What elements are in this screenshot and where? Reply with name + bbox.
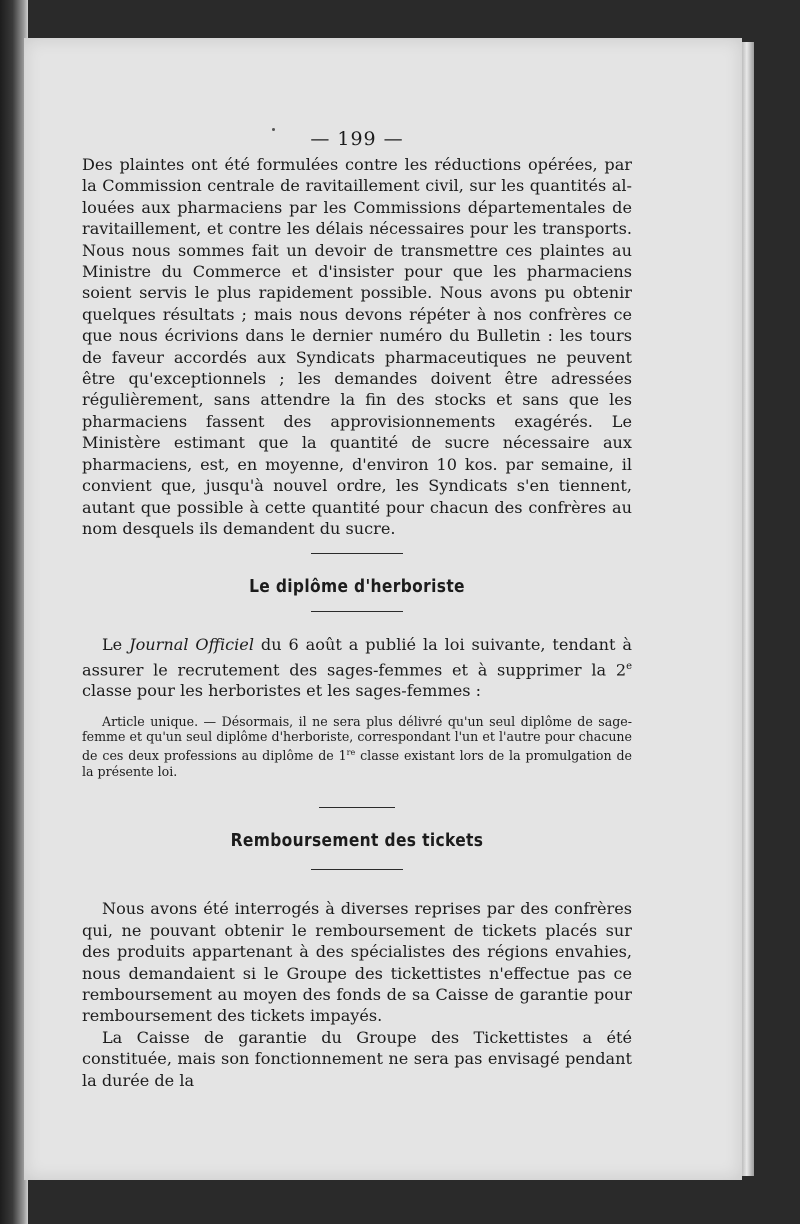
journal-officiel-title: Journal Officiel — [129, 635, 254, 655]
intro-before: Le — [102, 635, 130, 655]
tickets-heading: Remboursement des tickets — [230, 830, 484, 852]
section-divider-top — [311, 553, 403, 554]
sugar-complaints-paragraph: Des plaintes ont été formulées contre les réductions opérées, par la Commission centrale de ravitaillement civil, sur les quantités allouées aux pharmaciens par les Commissions départementales de ravitaillement, et contre les délais nécessaires pour les transports. Nous nous sommes fait un devoir de transmettre ces plaintes au Ministre du Commerce et d'insister pour que les pharmaciens soient servis le plus rapidement possible. Nous avons pu obtenir quelques résultats ; mais nous devons répéter à nos confrères ce que nous écrivions dans le dernier numéro du Bulletin : les tours de faveur accordés aux Syndicats pharmaceutiques ne peuvent être qu'exceptionnels ; les demandes doivent être adressées régulièrement, sans attendre la fin des stocks et sans que les pharmaciens fassent des approvisionnements exagérés. Le Ministère estimant que la quantité de sucre nécessaire aux pharmaciens, est, en moyenne, d'environ 10 kos. par semaine, il convient que, jusqu'à nouvel ordre, les Syndicats s'en tiennent, autant que possible à cette quantité pour chacun des confrères au nom desquels ils demandent du sucre. — [82, 155, 632, 538]
section-divider-bottom-2 — [311, 869, 403, 870]
journal-officiel-paragraph — [82, 634, 632, 702]
tickets-paragraph-1: Nous avons été interrogés à diverses reprises par des confrères qui, ne pouvant obtenir le remboursement de tickets placés sur des produits appartenant à des spécialistes des régions envahies, nous demandaient si le Groupe des tickettistes n'effectue pas ce remboursement au moyen des fonds de sa Caisse de garantie pour remboursement des tickets impayés. — [82, 899, 632, 1026]
section-divider-bottom — [311, 611, 403, 612]
intro-superscript: e — [626, 660, 632, 672]
article-superscript: re — [346, 748, 356, 758]
tickets-paragraph-2: La Caisse de garantie du Groupe des Tickettistes a été constituée, mais son fonctionnement ne sera pas envisagé pendant la durée de la — [82, 1027, 632, 1090]
article-after: classe existant lors de la promulgation de la présente loi. — [82, 748, 632, 779]
article-before: Article unique. — Désormais, il ne sera plus délivré qu'un seul diplôme de sage-femme et qu'un seul diplôme d'herboriste, correspondant l'un et l'autre pour chacune de ces deux professions au diplôme de 1 — [82, 713, 632, 764]
section-divider-top-2 — [319, 807, 395, 808]
page-content — [82, 128, 632, 1091]
intro-end: classe pour les herboristes et les sages-femmes : — [82, 681, 482, 701]
page-number: — 199 — — [310, 128, 404, 150]
intro-after: du 6 août a publié la loi suivante, tendant à assurer le recrutement des sages-femmes et à supprimer la 2 — [82, 635, 633, 680]
herboriste-heading: Le diplôme d'herboriste — [249, 576, 465, 598]
article-unique-text — [82, 714, 632, 780]
page-stack-edge — [742, 42, 754, 1176]
